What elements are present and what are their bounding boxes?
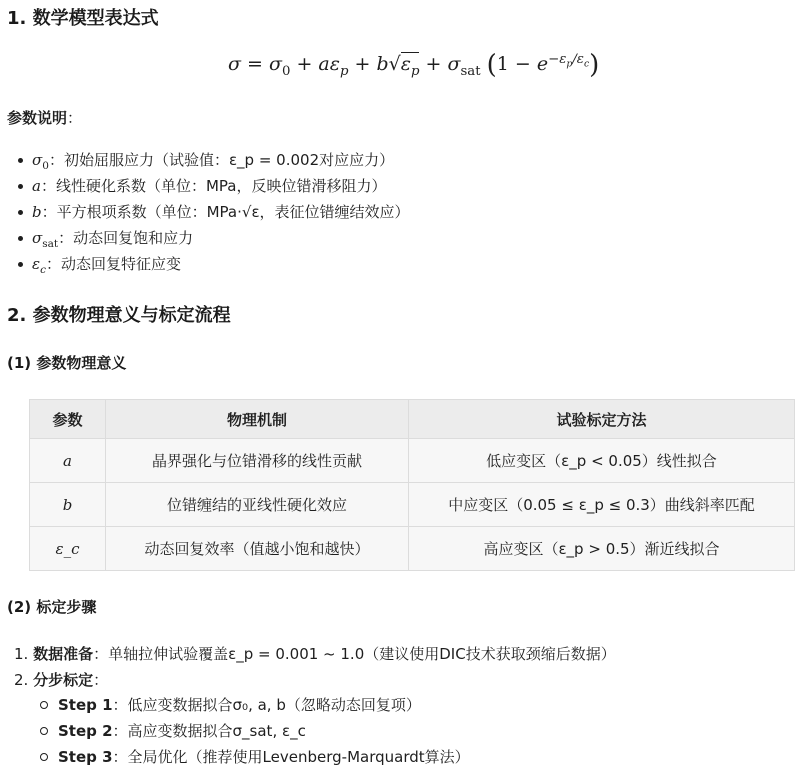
substeps-list bbox=[0, 692, 470, 770]
param-symbol: b bbox=[32, 203, 42, 221]
sub1-title: (1) 参数物理意义 bbox=[7, 354, 127, 372]
param-item bbox=[8, 199, 410, 225]
table-header-row bbox=[30, 400, 795, 439]
substep-label: Step 2 bbox=[58, 722, 113, 740]
substep-item bbox=[0, 718, 470, 744]
param-symbol: $\varepsilon_c$ bbox=[32, 255, 46, 276]
substep-text: ：低应变数据拟合σ₀, a, b（忽略动态回复项） bbox=[112, 696, 421, 714]
substep-label: Step 3 bbox=[58, 748, 113, 766]
param-desc: ：初始屈服应力（试验值：ε_p = 0.002对应应力） bbox=[48, 151, 395, 169]
step-item bbox=[14, 667, 616, 693]
table-header: 物理机制 bbox=[106, 400, 409, 439]
param-symbol: $\sigma_{sat}$ bbox=[32, 229, 59, 250]
steps-list bbox=[14, 641, 616, 693]
table-cell-param: a bbox=[30, 439, 106, 483]
param-desc: ：平方根项系数（单位：MPa·√ε，表征位错缠结效应） bbox=[41, 203, 410, 221]
table-header: 参数 bbox=[30, 400, 106, 439]
param-item bbox=[8, 173, 410, 199]
step-label: 数据准备 bbox=[33, 645, 94, 663]
params-heading-colon: ： bbox=[67, 109, 83, 127]
step-text: ： bbox=[93, 671, 109, 689]
table-header: 试验标定方法 bbox=[409, 400, 795, 439]
table-cell-mechanism: 动态回复效率（值越小饱和越快） bbox=[106, 527, 409, 571]
param-desc: ：线性硬化系数（单位：MPa，反映位错滑移阻力） bbox=[40, 177, 387, 195]
table-row bbox=[30, 527, 795, 571]
step-number: 2. bbox=[14, 671, 29, 689]
table-cell-mechanism: 位错缠结的亚线性硬化效应 bbox=[106, 483, 409, 527]
table-cell-param: b bbox=[30, 483, 106, 527]
param-item bbox=[8, 225, 410, 251]
params-list bbox=[8, 147, 410, 277]
param-symbol: a bbox=[32, 177, 41, 195]
param-desc: ：动态回复特征应变 bbox=[45, 255, 181, 273]
param-item bbox=[8, 147, 410, 173]
params-heading-line bbox=[7, 108, 82, 128]
sub2-title: (2) 标定步骤 bbox=[7, 598, 97, 616]
section2-title: 2. 参数物理意义与标定流程 bbox=[7, 305, 231, 326]
table-cell-method: 中应变区（0.05 ≤ ε_p ≤ 0.3）曲线斜率匹配 bbox=[409, 483, 795, 527]
step-item bbox=[14, 641, 616, 667]
table-cell-mechanism: 晶界强化与位错滑移的线性贡献 bbox=[106, 439, 409, 483]
section1-title: 1. 数学模型表达式 bbox=[7, 8, 159, 29]
table-cell-method: 高应变区（ε_p > 0.5）渐近线拟合 bbox=[409, 527, 795, 571]
step-label: 分步标定 bbox=[33, 671, 94, 689]
table-row bbox=[30, 483, 795, 527]
substep-label: Step 1 bbox=[58, 696, 113, 714]
substep-item bbox=[0, 744, 470, 770]
param-item bbox=[8, 251, 410, 277]
param-symbol: $\sigma_0$ bbox=[32, 151, 49, 172]
substep-item bbox=[0, 692, 470, 718]
step-number: 1. bbox=[14, 645, 29, 663]
table-row bbox=[30, 439, 795, 483]
param-desc: ：动态回复饱和应力 bbox=[58, 229, 194, 247]
table-cell-param: ε_c bbox=[30, 527, 106, 571]
substep-text: ：高应变数据拟合σ_sat, ε_c bbox=[112, 722, 306, 740]
step-text: ：单轴拉伸试验覆盖ε_p = 0.001 ~ 1.0（建议使用DIC技术获取颈缩后数据） bbox=[93, 645, 616, 663]
table-cell-method: 低应变区（ε_p < 0.05）线性拟合 bbox=[409, 439, 795, 483]
params-heading: 参数说明 bbox=[7, 109, 68, 127]
param-meaning-table bbox=[29, 399, 795, 571]
model-formula: $\sigma = \sigma_0 + a\varepsilon_p + b√\varepsilon_p + \sigma_{sat}$ $(1 - e^{-\varepsilon_p/\varepsilon_c})$ bbox=[228, 50, 600, 80]
substep-text: ：全局优化（推荐使用Levenberg-Marquardt算法） bbox=[112, 748, 470, 766]
